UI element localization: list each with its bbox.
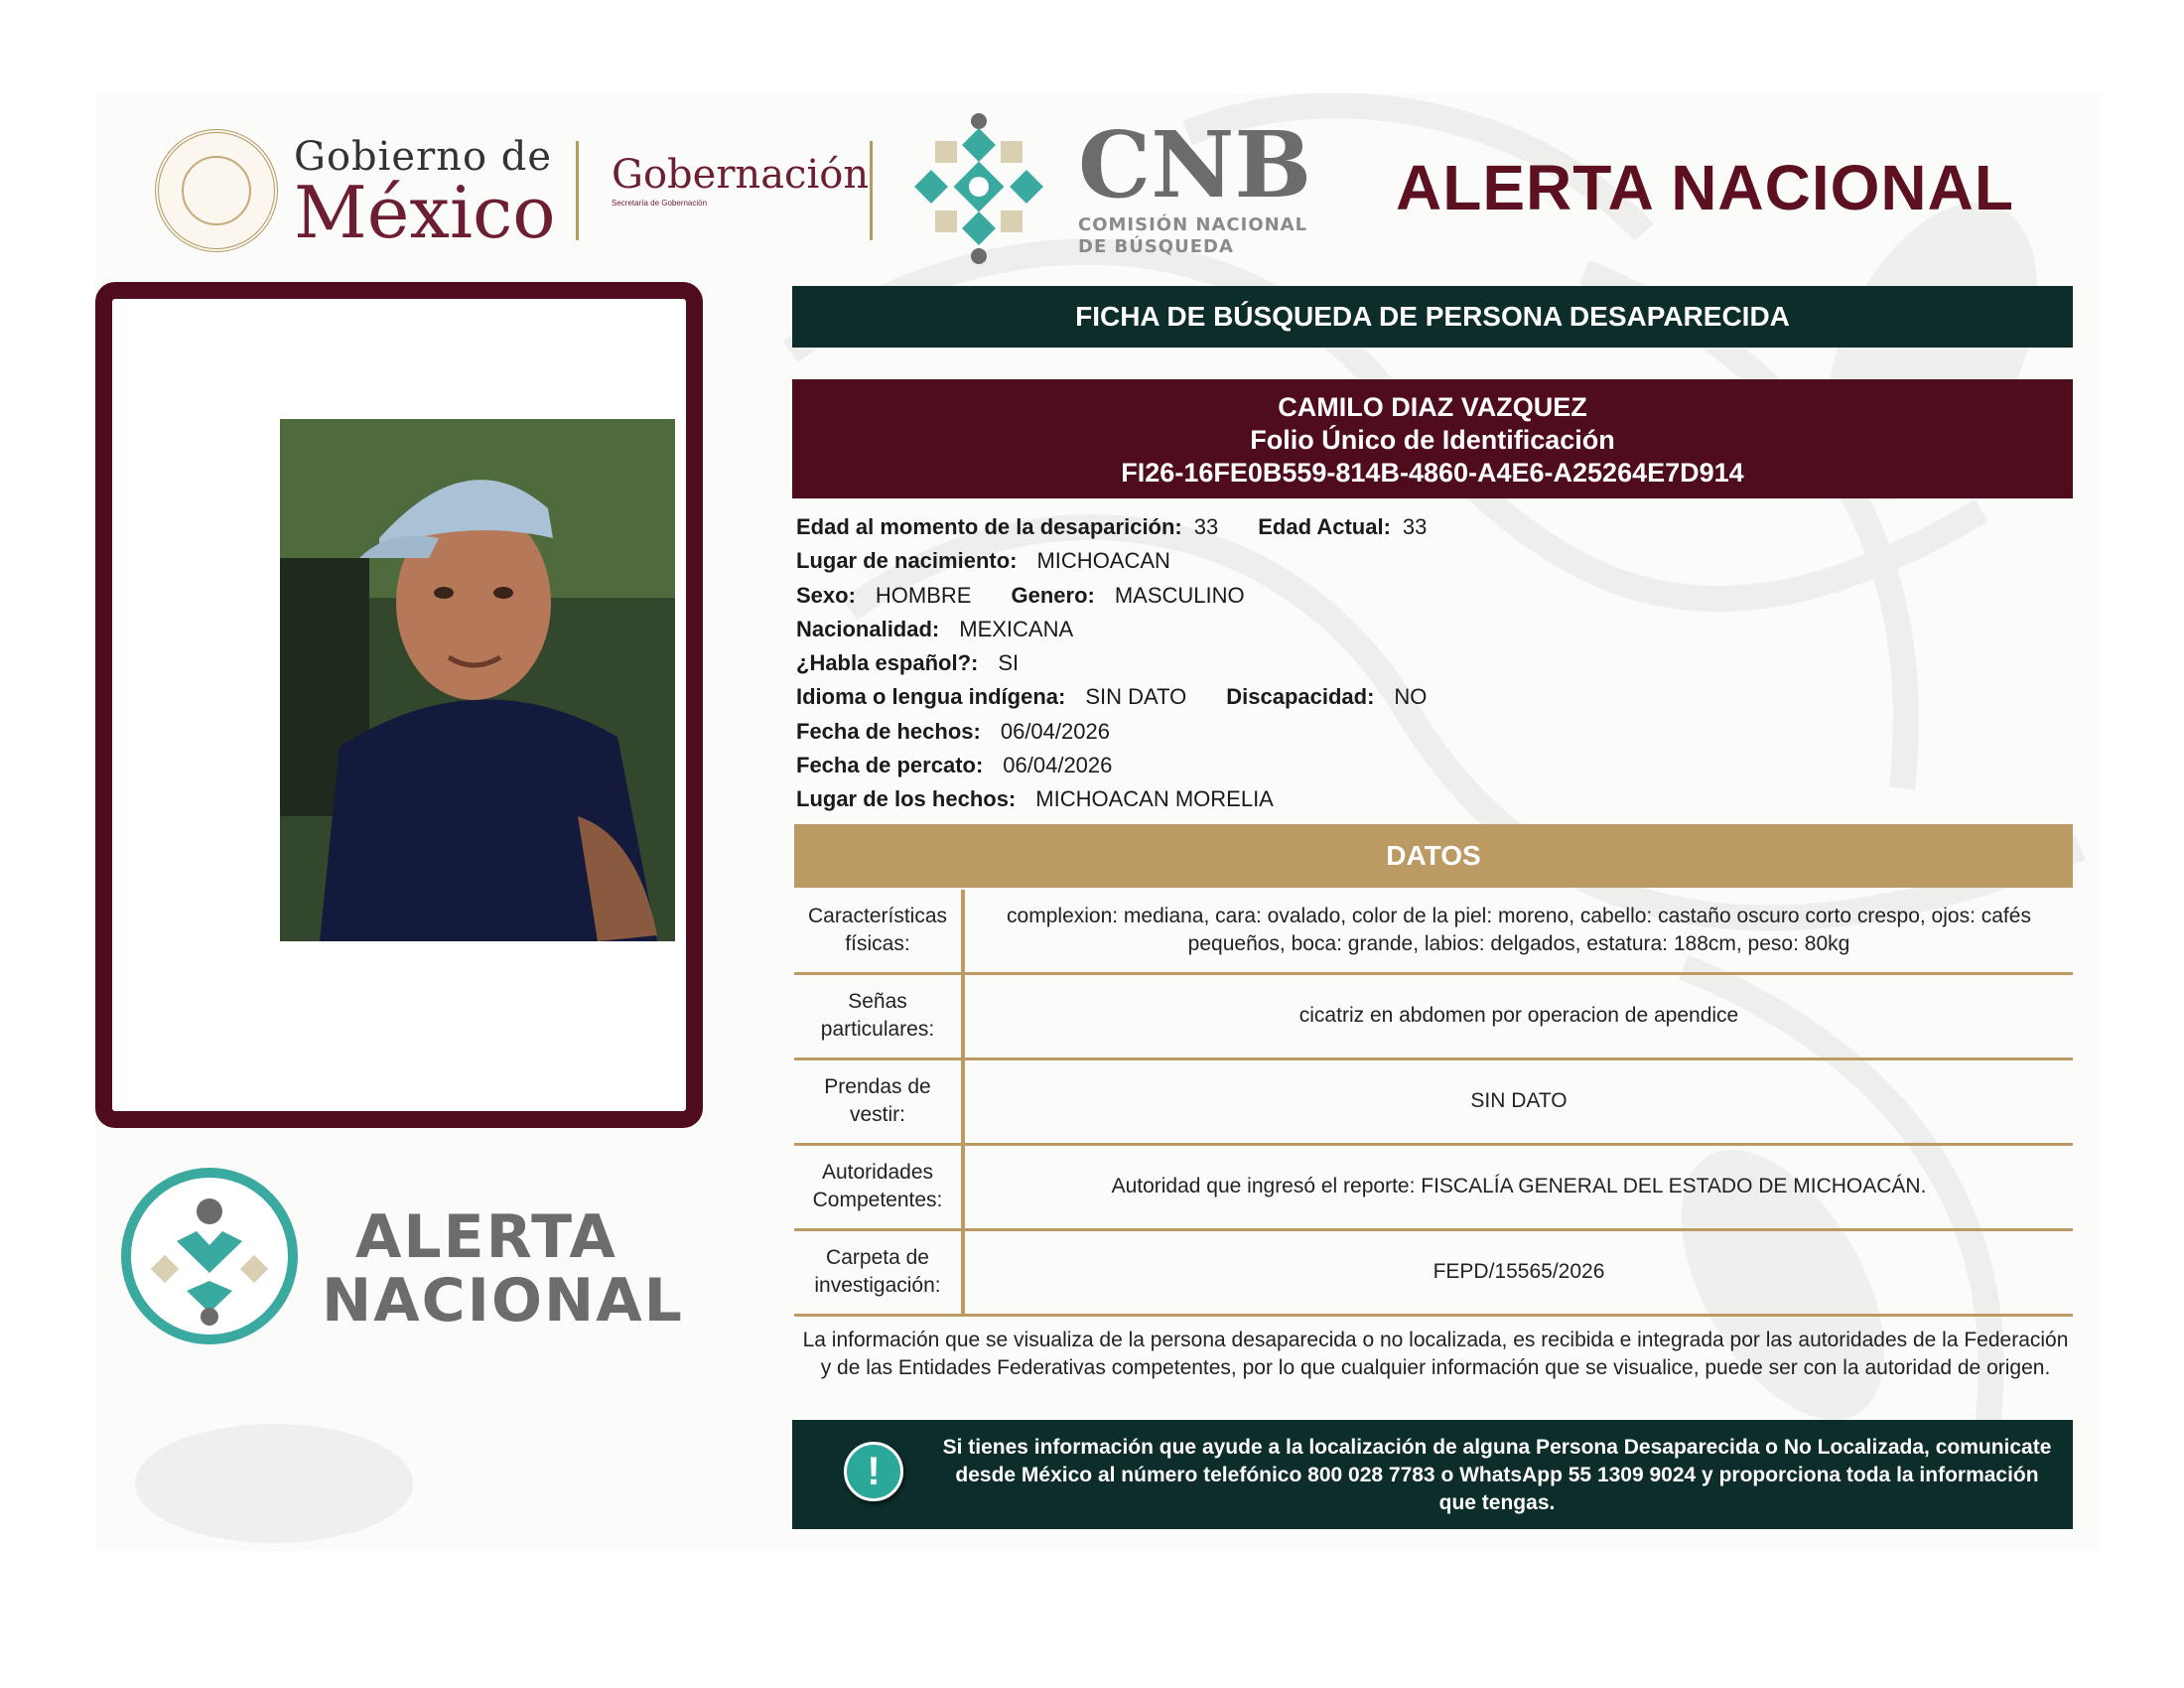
table-row [794,1058,2073,1144]
contact-text: Si tienes información que ayude a la localización de alguna Persona Desaparecida o No Localizada, comunicate desde México al número telefónico 800 028 7783 o WhatsApp 55 1309 9024 y proporciona toda la información que tengas. [942,1436,2052,1514]
edad-desap-value: 33 [1193,514,1219,539]
alerta-nacional-title: ALERTA NACIONAL [1396,152,2014,223]
table-row [794,890,2073,973]
cnb-line2: DE BÚSQUEDA [1078,236,1234,257]
datos-label: Prendas de vestir: [794,1058,963,1144]
document-sheet [95,93,2101,1551]
habla-label: ¿Habla español?: [796,650,979,676]
person-name: CAMILO DIAZ VAZQUEZ [1278,392,1587,422]
habla-value: SI [998,650,1020,676]
person-info [796,510,2067,817]
gobierno-de-mexico-logo [294,134,556,254]
person-photo-placeholder [280,419,675,941]
ficha-title: FICHA DE BÚSQUEDA DE PERSONA DESAPARECIDA [1075,301,1790,332]
alerta-nacional-logo-text [322,1202,684,1336]
datos-label: Autoridades Competentes: [794,1144,963,1229]
datos-label: Carpeta de investigación: [794,1229,963,1315]
datos-header [794,824,2073,888]
nacionalidad-value: MEXICANA [959,616,1074,641]
info-row-sexo [796,579,2067,613]
discapacidad-value: NO [1394,684,1428,710]
folio-value: FI26-16FE0B559-814B-4860-A4E6-A25264E7D914 [1121,458,1744,488]
datos-value: SIN DATO [963,1058,2073,1144]
gob-line2: México [294,171,556,254]
info-row-habla [796,646,2067,680]
info-row-idioma [796,680,2067,714]
nacionalidad-label: Nacionalidad: [796,616,940,641]
contact-banner [792,1420,2073,1529]
folio-label: Folio Único de Identificación [1250,425,1615,455]
info-row-fecha-percato [796,749,2067,782]
header-divider [870,141,873,240]
lugar-hechos-value: MICHOACAN MORELIA [1035,786,1274,812]
cnb-emblem-icon [899,107,1058,266]
datos-label: Señas particulares: [794,973,963,1058]
alerta-nacional-emblem-icon [117,1164,302,1348]
datos-label: Características físicas: [794,890,963,973]
edad-desap-label: Edad al momento de la desaparición: [796,514,1182,539]
alert-exclamation-icon: ! [844,1442,903,1501]
info-row-lugar-hechos [796,782,2067,816]
person-photo [280,419,675,941]
datos-value: FEPD/15565/2026 [963,1229,2073,1315]
fecha-hechos-label: Fecha de hechos: [796,718,981,744]
disclaimer-text: La información que se visualiza de la persona desaparecida o no localizada, es recibida e integrada por las autoridades de la Federación y de las Entidades Federativas competentes, por lo que cualquier información que se visualice, puede ser con la autoridad de origen. [802,1329,2069,1379]
table-row [794,1229,2073,1315]
idioma-label: Idioma o lengua indígena: [796,684,1066,710]
info-row-nacionalidad [796,613,2067,646]
info-row-lugar-nac [796,544,2067,578]
lugar-nac-label: Lugar de nacimiento: [796,548,1018,574]
header-divider [576,141,579,240]
info-row-edad [796,510,2067,544]
datos-value: cicatriz en abdomen por operacion de apendice [963,973,2073,1058]
fecha-percato-value: 06/04/2026 [1003,753,1113,778]
ficha-title-bar [792,286,2073,348]
logo-line2: NACIONAL [322,1266,684,1336]
sexo-value: HOMBRE [875,582,972,608]
table-row [794,1144,2073,1229]
cnb-logo-text [1078,111,1312,258]
idioma-value: SIN DATO [1085,684,1187,710]
fecha-percato-label: Fecha de percato: [796,753,984,778]
genero-value: MASCULINO [1114,582,1245,608]
info-row-fecha-hechos [796,715,2067,749]
discapacidad-label: Discapacidad: [1226,684,1375,710]
gobernacion-subtitle: Secretaría de Gobernación [612,199,708,208]
lugar-hechos-label: Lugar de los hechos: [796,786,1017,812]
cnb-line1: COMISIÓN NACIONAL [1078,214,1308,235]
gob-line1: Gobierno de [294,134,553,180]
gobernacion-logo [612,153,869,208]
fecha-hechos-value: 06/04/2026 [1000,718,1110,744]
coat-of-arms-icon [155,129,278,252]
person-name-box [792,379,2073,498]
sexo-label: Sexo: [796,582,856,608]
edad-actual-label: Edad Actual: [1258,514,1391,539]
edad-actual-value: 33 [1402,514,1428,539]
lugar-nac-value: MICHOACAN [1036,548,1170,574]
header [95,93,2101,272]
datos-value: Autoridad que ingresó el reporte: FISCALÍA GENERAL DEL ESTADO DE MICHOACÁN. [963,1144,2073,1229]
cnb-acronym: CNB [1078,111,1312,218]
genero-label: Genero: [1011,582,1095,608]
table-row [794,973,2073,1058]
gobernacion-title: Gobernación [612,152,870,198]
logo-line1: ALERTA [355,1202,617,1272]
datos-title: DATOS [1386,840,1481,871]
datos-table [794,890,2073,1317]
datos-value: complexion: mediana, cara: ovalado, color de la piel: moreno, cabello: castaño oscuro corto crespo, ojos: cafés pequeños, boca: grande, labios: delgados, estatura: 188cm, peso: 80kg [963,890,2073,973]
